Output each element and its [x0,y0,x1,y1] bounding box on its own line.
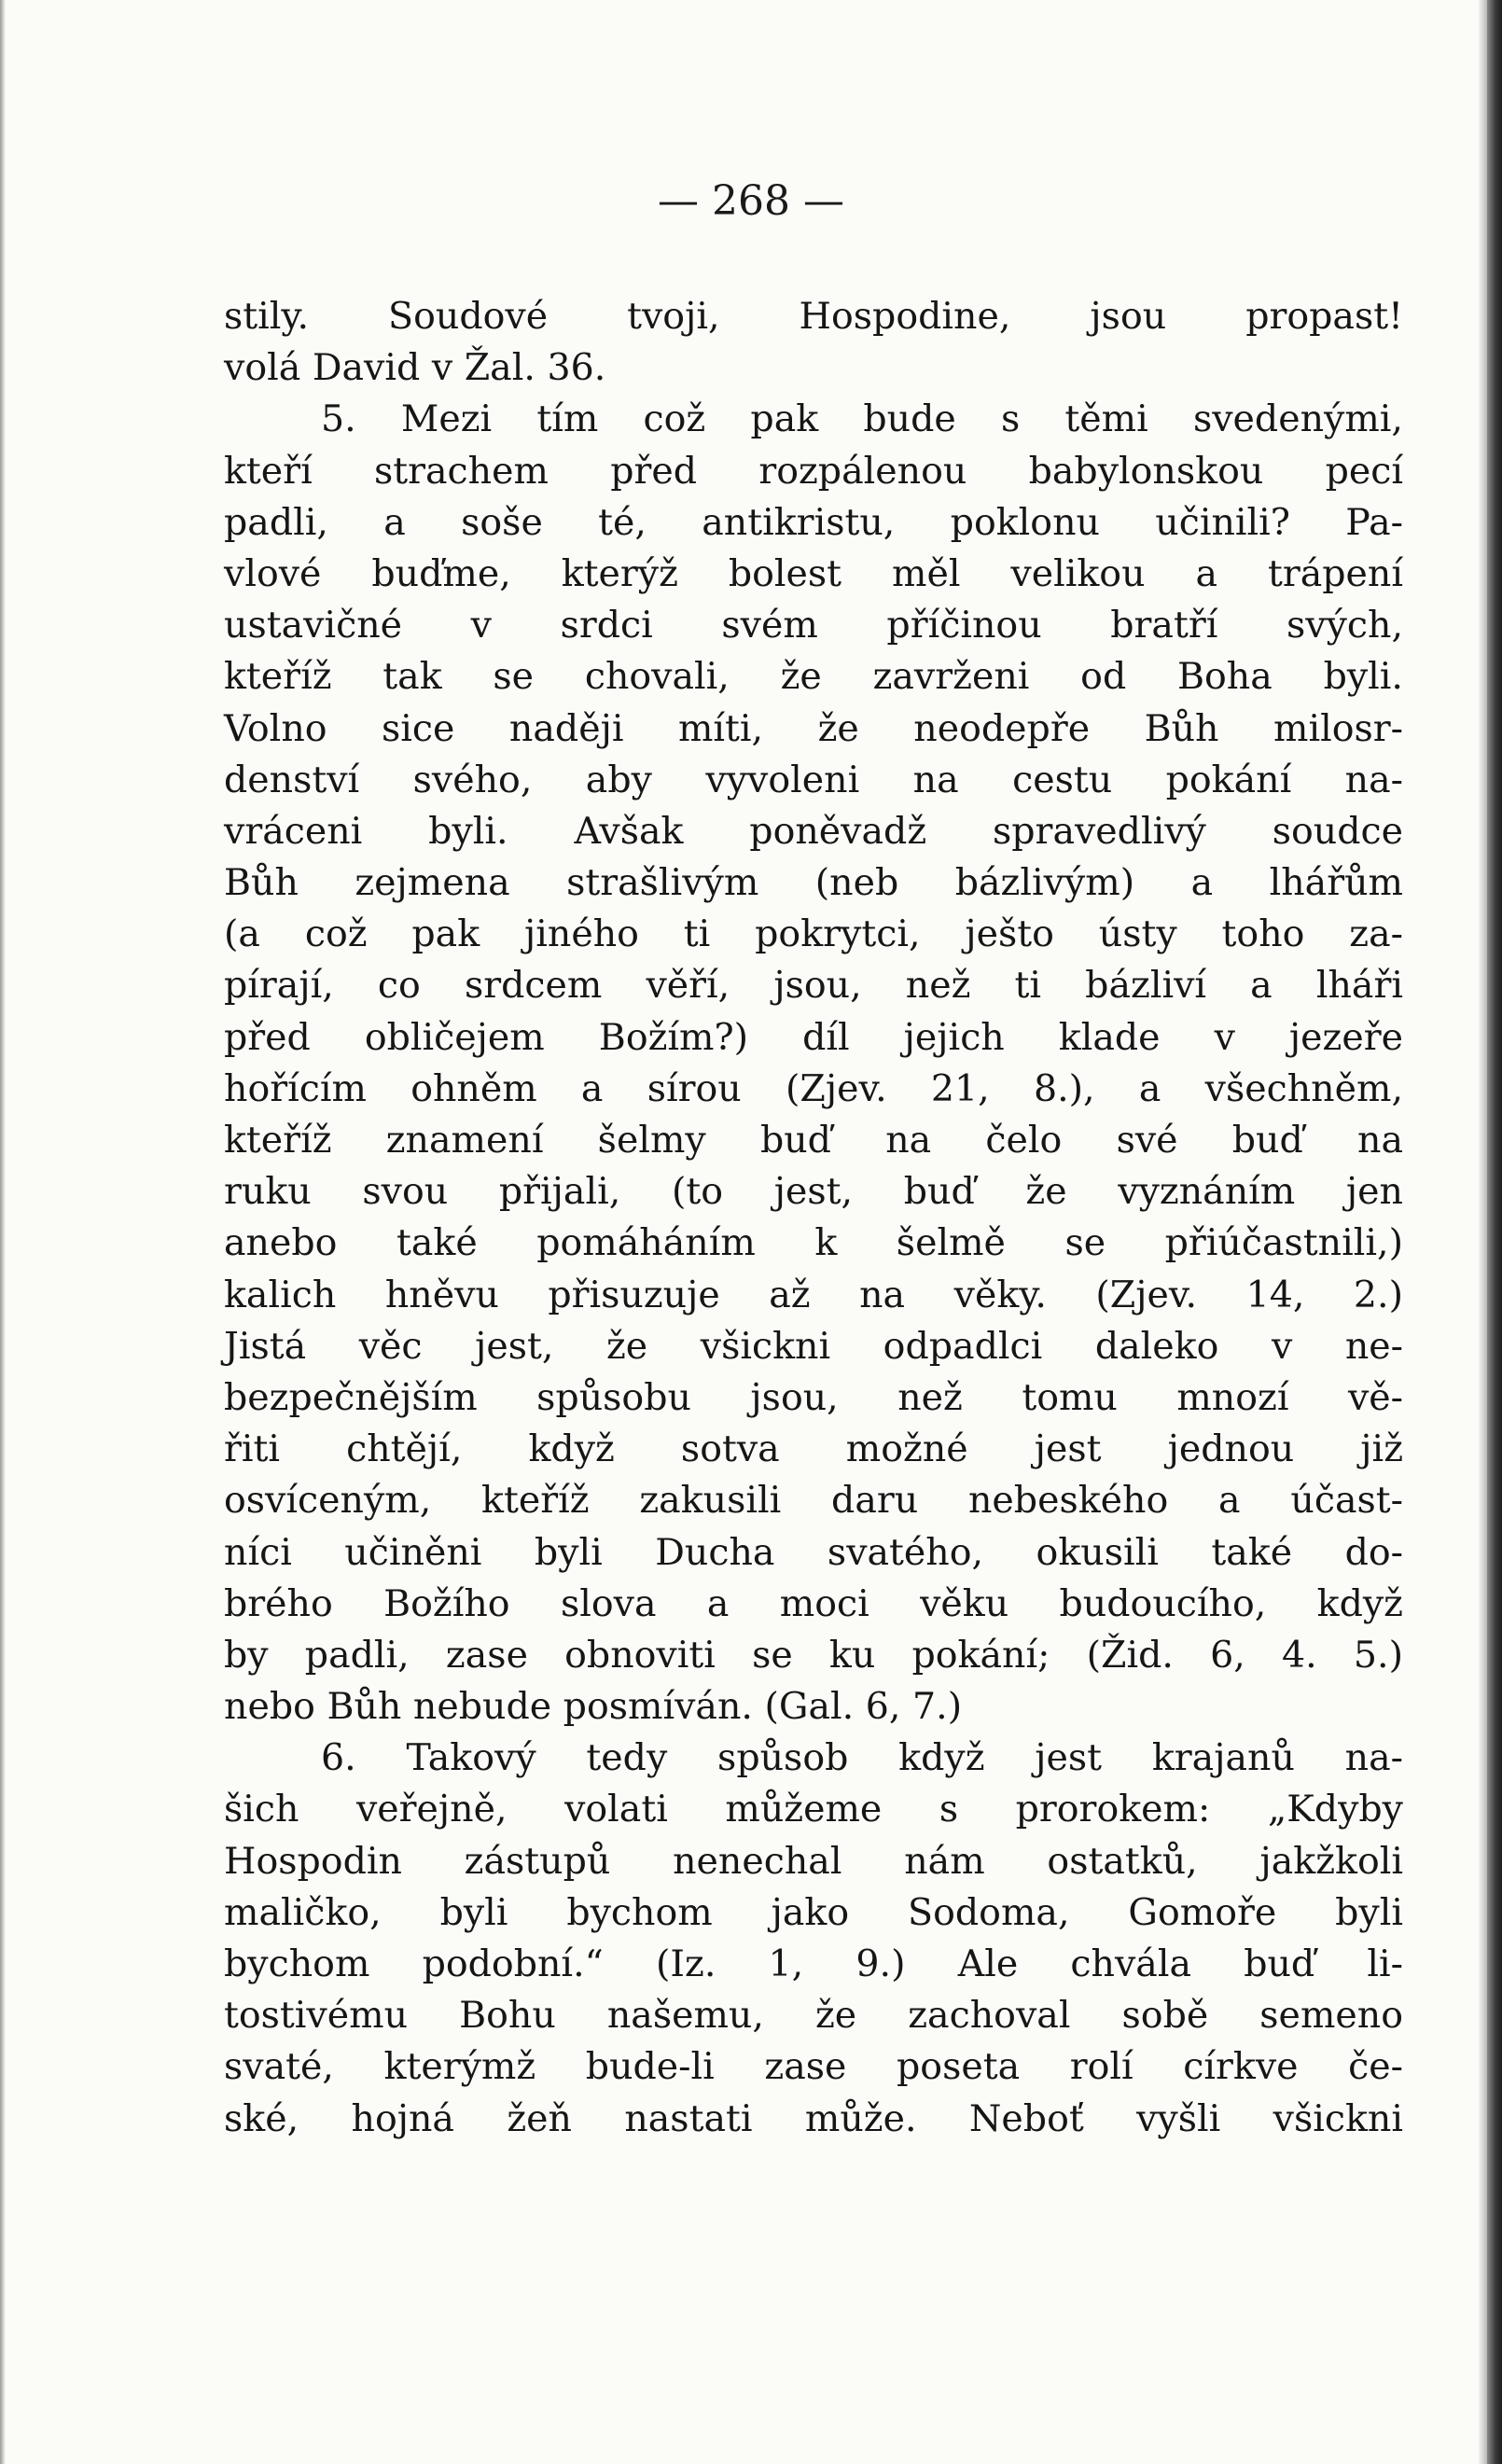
text-line: bezpečnějším spůsobu jsou, než tomu mnozí vě- [224,1375,1403,1419]
text-line: vlové buďme, kterýž bolest měl velikou a trápení [224,551,1403,595]
text-line: volá David v Žal. 36. [224,346,606,390]
text-line: hořícím ohněm a sírou (Zjev. 21, 8.), a všechněm, [224,1066,1403,1110]
page-binding-shadow [1478,0,1487,2464]
text-line: 6. Takový tedy spůsob když jest krajanů na- [321,1736,1403,1780]
text-line: padli, a soše té, antikristu, poklonu učinili? Pa- [224,500,1403,544]
text-line: ustavičné v srdci svém příčinou bratří svých, [224,604,1403,647]
text-line: pírají, co srdcem věří, jsou, než ti bázliví a lháři [224,964,1403,1008]
text-line: 5. Mezi tím což pak bude s těmi svedenými, [321,397,1403,441]
page-left-edge-shadow [0,0,6,2464]
text-line: níci učiněni byli Ducha svatého, okusili také do- [224,1530,1403,1574]
text-line: řiti chtějí, když sotva možné jest jednou již [224,1427,1403,1471]
text-line: svaté, kterýmž bude-li zase poseta rolí církve če- [224,2045,1403,2089]
text-line: Bůh zejmena strašlivým (neb bázlivým) a lhářům [224,861,1403,905]
text-line: bychom podobní.“ (Iz. 1, 9.) Ale chvála buď li- [224,1942,1403,1985]
text-line: stily. Soudové tvoji, Hospodine, jsou propast! [224,295,1403,338]
text-line: maličko, byli bychom jako Sodoma, Gomoře byli [224,1890,1403,1934]
page-number: — 268 — [658,177,844,225]
text-line: před obličejem Božím?) díl jejich klade v jezeře [224,1015,1403,1059]
text-line: by padli, zase obnoviti se ku pokání; (Žid. 6, 4. 5.) [224,1633,1403,1677]
text-line: brého Božího slova a moci věku budoucího, když [224,1581,1403,1625]
text-line: osvíceným, kteříž zakusili daru nebeského a účast- [224,1479,1403,1523]
body-text [224,291,1403,2145]
text-line: kteříž znamení šelmy buď na čelo své buď na [224,1119,1403,1162]
text-line: kalich hněvu přisuzuje až na věky. (Zjev. 14, 2.) [224,1273,1403,1316]
text-line: denství svého, aby vyvoleni na cestu pokání na- [224,758,1403,801]
text-line: Jistá věc jest, že všickni odpadlci daleko v ne- [224,1324,1403,1368]
page-right-edge [1487,0,1502,2464]
text-line: šich veřejně, volati můžeme s prorokem: „Kdyby [224,1788,1403,1831]
text-line: tostivému Bohu našemu, že zachoval sobě semeno [224,1994,1403,2038]
text-line: (a což pak jiného ti pokrytci, ješto ústy toho za- [224,912,1403,956]
text-line: ruku svou přijali, (to jest, buď že vyznáním jen [224,1170,1403,1214]
text-line: nebo Bůh nebude posmíván. (Gal. 6, 7.) [224,1685,963,1729]
text-line: Hospodin zástupů nenechal nám ostatků, jakžkoli [224,1839,1403,1883]
text-line: anebo také pomáháním k šelmě se přiúčastnili,) [224,1221,1403,1265]
text-line: Volno sice naději míti, že neodepře Bůh milosr- [224,706,1403,750]
text-line: vráceni byli. Avšak poněvadž spravedlivý soudce [224,809,1403,853]
text-line: ské, hojná žeň nastati může. Neboť vyšli všickni [224,2096,1403,2140]
text-line: kteříž tak se chovali, že zavrženi od Boha byli. [224,655,1403,699]
text-line: kteří strachem před rozpálenou babylonskou pecí [224,449,1403,493]
